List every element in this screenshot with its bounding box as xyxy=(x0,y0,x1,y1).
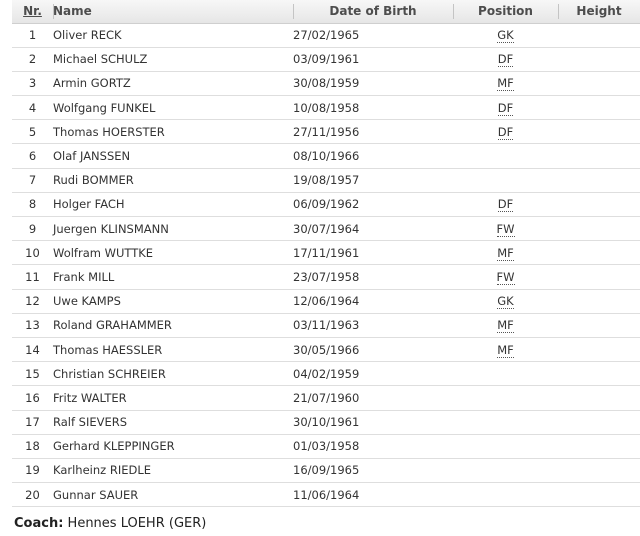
table-row xyxy=(12,168,640,192)
player-name: Olaf JANSSEN xyxy=(53,149,131,164)
player-date-of-birth: 30/07/1964 xyxy=(293,221,360,236)
header-position[interactable]: Position xyxy=(453,0,558,23)
player-position xyxy=(453,337,558,361)
player-number: 13 xyxy=(25,318,40,333)
player-name: Gunnar SAUER xyxy=(53,487,139,502)
player-height xyxy=(558,96,640,120)
player-position xyxy=(453,362,558,386)
table-row xyxy=(12,386,640,410)
player-number: 19 xyxy=(25,463,40,478)
player-number: 11 xyxy=(25,269,40,284)
player-height xyxy=(558,265,640,289)
player-height xyxy=(558,313,640,337)
player-position xyxy=(453,120,558,144)
table-row xyxy=(12,144,640,168)
table-row xyxy=(12,289,640,313)
player-name: Ralf SIEVERS xyxy=(53,415,128,430)
player-height xyxy=(558,241,640,265)
table-row xyxy=(12,458,640,482)
player-number: 1 xyxy=(28,28,37,43)
player-date-of-birth: 04/02/1959 xyxy=(293,366,360,381)
player-position xyxy=(453,217,558,241)
position-abbr[interactable]: MF xyxy=(497,342,514,357)
coach-line xyxy=(14,516,206,531)
position-abbr[interactable]: DF xyxy=(497,124,514,139)
player-date-of-birth: 01/03/1958 xyxy=(293,439,360,454)
player-number: 18 xyxy=(25,439,40,454)
header-nr-label[interactable]: Nr. xyxy=(23,4,42,19)
player-name: Michael SCHULZ xyxy=(53,52,148,67)
player-number: 3 xyxy=(28,76,37,91)
table-row xyxy=(12,241,640,265)
player-name: Roland GRAHAMMER xyxy=(53,318,172,333)
player-height xyxy=(558,434,640,458)
player-date-of-birth: 03/11/1963 xyxy=(293,318,360,333)
position-abbr[interactable]: MF xyxy=(497,245,514,260)
player-number: 4 xyxy=(28,100,37,115)
player-name: Christian SCHREIER xyxy=(53,366,166,381)
player-number: 10 xyxy=(25,245,40,260)
position-abbr[interactable]: DF xyxy=(497,52,514,67)
table-row xyxy=(12,217,640,241)
player-height xyxy=(558,120,640,144)
player-position xyxy=(453,192,558,216)
position-abbr[interactable]: DF xyxy=(497,100,514,115)
player-height xyxy=(558,337,640,361)
table-row xyxy=(12,192,640,216)
header-nr[interactable] xyxy=(12,0,53,23)
player-position xyxy=(453,410,558,434)
table-row xyxy=(12,337,640,361)
table-body xyxy=(12,23,640,507)
player-height xyxy=(558,23,640,47)
table-row xyxy=(12,120,640,144)
player-name: Juergen KLINSMANN xyxy=(53,221,169,236)
player-position xyxy=(453,313,558,337)
player-position xyxy=(453,386,558,410)
header-height[interactable]: Height xyxy=(558,0,640,23)
player-date-of-birth: 08/10/1966 xyxy=(293,149,360,164)
player-number: 14 xyxy=(25,342,40,357)
player-date-of-birth: 23/07/1958 xyxy=(293,269,360,284)
player-name: Fritz WALTER xyxy=(53,390,127,405)
player-position xyxy=(453,96,558,120)
table-row xyxy=(12,483,640,507)
table-row xyxy=(12,313,640,337)
player-height xyxy=(558,71,640,95)
position-abbr[interactable]: FW xyxy=(496,269,515,284)
position-abbr[interactable]: FW xyxy=(496,221,515,236)
table-row xyxy=(12,47,640,71)
player-position xyxy=(453,483,558,507)
player-name: Gerhard KLEPPINGER xyxy=(53,439,175,454)
table-row xyxy=(12,71,640,95)
player-number: 7 xyxy=(28,173,37,188)
position-abbr[interactable]: GK xyxy=(497,294,514,309)
player-position xyxy=(453,265,558,289)
player-date-of-birth: 11/06/1964 xyxy=(293,487,360,502)
table-row xyxy=(12,434,640,458)
table-header xyxy=(12,0,640,23)
player-position xyxy=(453,47,558,71)
player-height xyxy=(558,47,640,71)
player-date-of-birth: 27/11/1956 xyxy=(293,124,360,139)
player-number: 16 xyxy=(25,390,40,405)
player-name: Wolfgang FUNKEL xyxy=(53,100,156,115)
player-date-of-birth: 27/02/1965 xyxy=(293,28,360,43)
player-number: 2 xyxy=(28,52,37,67)
table-row xyxy=(12,23,640,47)
player-date-of-birth: 30/05/1966 xyxy=(293,342,360,357)
player-position xyxy=(453,289,558,313)
player-height xyxy=(558,192,640,216)
position-abbr[interactable]: MF xyxy=(497,318,514,333)
player-name: Wolfram WUTTKE xyxy=(53,245,154,260)
player-position xyxy=(453,71,558,95)
player-height xyxy=(558,410,640,434)
player-position xyxy=(453,168,558,192)
player-position xyxy=(453,144,558,168)
player-height xyxy=(558,217,640,241)
table-row xyxy=(12,410,640,434)
player-height xyxy=(558,386,640,410)
player-number: 12 xyxy=(25,294,40,309)
player-date-of-birth: 12/06/1964 xyxy=(293,294,360,309)
player-number: 6 xyxy=(28,149,37,164)
table-row xyxy=(12,362,640,386)
player-date-of-birth: 10/08/1958 xyxy=(293,100,360,115)
header-date-of-birth[interactable]: Date of Birth xyxy=(293,0,453,23)
coach-label: Coach: xyxy=(14,516,64,531)
header-name[interactable]: Name xyxy=(53,0,293,23)
position-abbr[interactable]: DF xyxy=(497,197,514,212)
player-name: Karlheinz RIEDLE xyxy=(53,463,152,478)
player-name: Armin GORTZ xyxy=(53,76,131,91)
player-number: 5 xyxy=(28,124,37,139)
player-date-of-birth: 19/08/1957 xyxy=(293,173,360,188)
player-date-of-birth: 30/10/1961 xyxy=(293,415,360,430)
player-name: Frank MILL xyxy=(53,269,115,284)
player-position xyxy=(453,434,558,458)
player-number: 20 xyxy=(25,487,40,502)
player-number: 8 xyxy=(28,197,37,212)
player-height xyxy=(558,289,640,313)
player-height xyxy=(558,168,640,192)
player-date-of-birth: 30/08/1959 xyxy=(293,76,360,91)
player-name: Oliver RECK xyxy=(53,28,122,43)
table-row xyxy=(12,96,640,120)
header-row xyxy=(12,0,640,23)
position-abbr[interactable]: MF xyxy=(497,76,514,91)
player-height xyxy=(558,483,640,507)
player-date-of-birth: 06/09/1962 xyxy=(293,197,360,212)
player-name: Holger FACH xyxy=(53,197,125,212)
player-name: Rudi BOMMER xyxy=(53,173,134,188)
player-position xyxy=(453,23,558,47)
player-number: 15 xyxy=(25,366,40,381)
player-position xyxy=(453,241,558,265)
player-name: Uwe KAMPS xyxy=(53,294,121,309)
player-date-of-birth: 03/09/1961 xyxy=(293,52,360,67)
player-number: 17 xyxy=(25,415,40,430)
player-name: Thomas HOERSTER xyxy=(53,124,165,139)
player-date-of-birth: 16/09/1965 xyxy=(293,463,360,478)
player-height xyxy=(558,458,640,482)
player-position xyxy=(453,458,558,482)
squad-table xyxy=(12,0,640,507)
coach-name: Hennes LOEHR (GER) xyxy=(67,516,207,531)
table-row xyxy=(12,265,640,289)
player-height xyxy=(558,362,640,386)
player-date-of-birth: 17/11/1961 xyxy=(293,245,360,260)
player-number: 9 xyxy=(28,221,37,236)
player-name: Thomas HAESSLER xyxy=(53,342,163,357)
player-date-of-birth: 21/07/1960 xyxy=(293,390,360,405)
player-height xyxy=(558,144,640,168)
position-abbr[interactable]: GK xyxy=(497,28,514,43)
